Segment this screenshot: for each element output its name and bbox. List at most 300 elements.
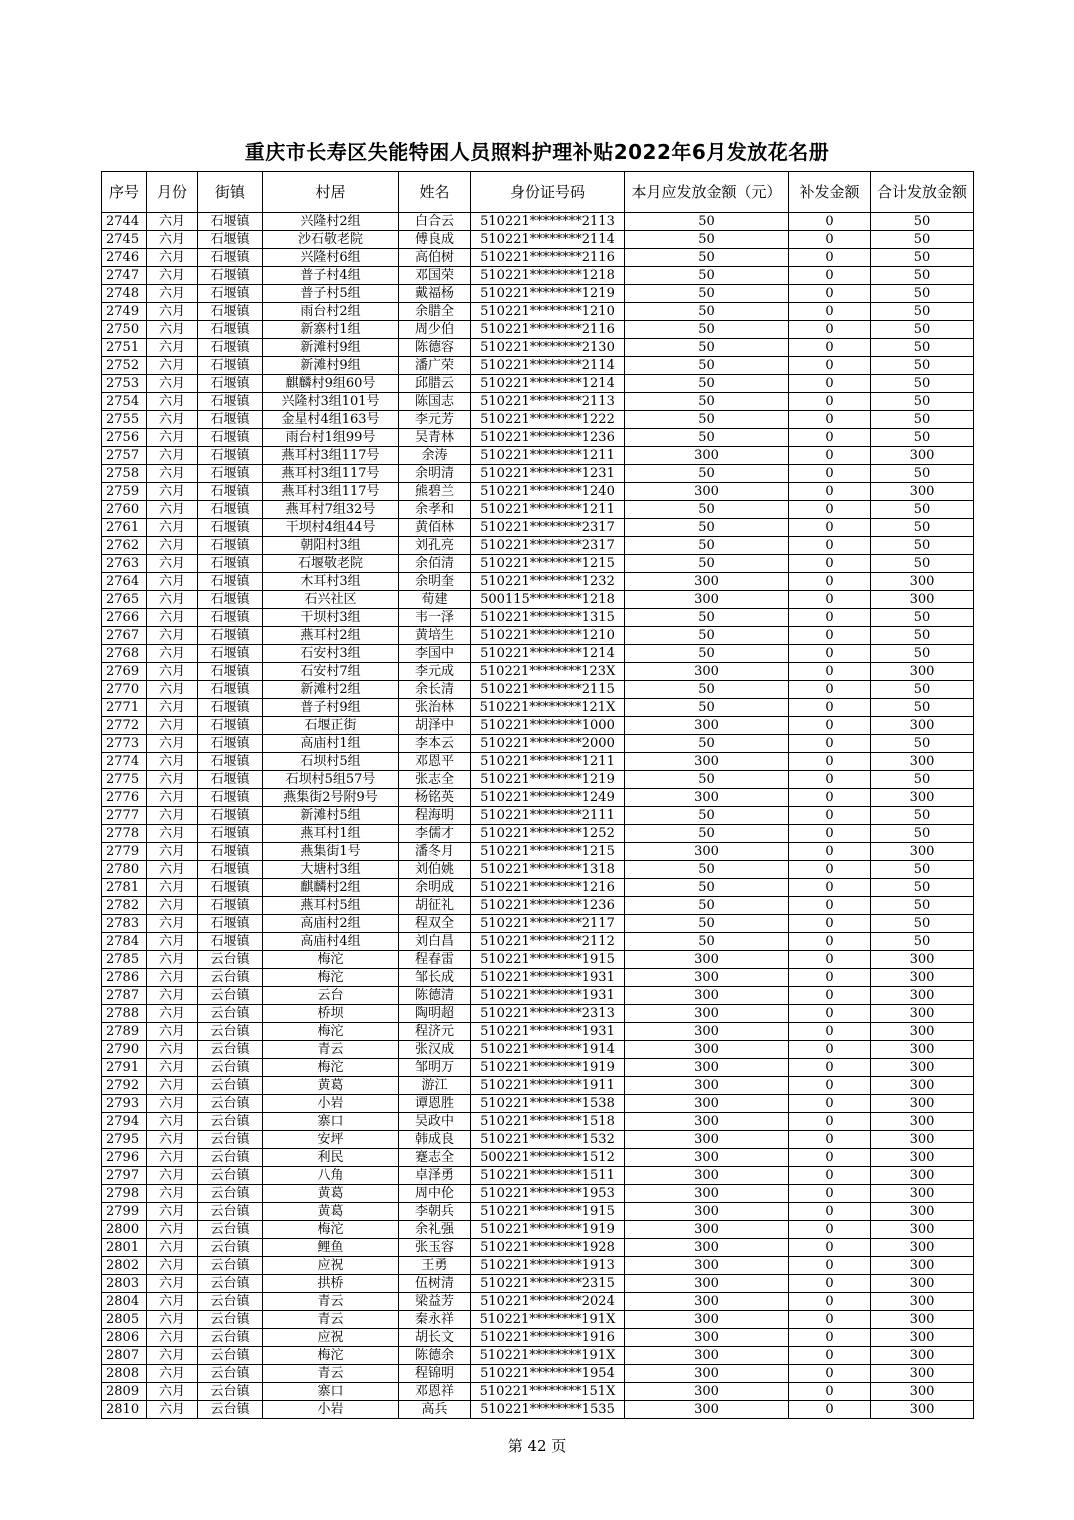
month-cell: 六月 bbox=[147, 1239, 198, 1257]
month-cell: 六月 bbox=[147, 249, 198, 267]
total-amount-cell: 300 bbox=[871, 447, 974, 465]
monthly-amount-cell: 300 bbox=[625, 1131, 789, 1149]
id-number-cell: 510221********2313 bbox=[471, 1005, 625, 1023]
seq-cell: 2808 bbox=[102, 1365, 147, 1383]
table-header-row bbox=[102, 172, 974, 213]
total-amount-cell: 300 bbox=[871, 717, 974, 735]
village-cell: 麒麟村9组60号 bbox=[263, 375, 399, 393]
monthly-amount-cell: 300 bbox=[625, 1347, 789, 1365]
village-cell: 利民 bbox=[263, 1149, 399, 1167]
table-row bbox=[102, 573, 974, 591]
seq-cell: 2744 bbox=[102, 213, 147, 231]
table-row bbox=[102, 969, 974, 987]
id-number-cell: 510221********2116 bbox=[471, 321, 625, 339]
seq-cell: 2774 bbox=[102, 753, 147, 771]
id-number-cell: 510221********123X bbox=[471, 663, 625, 681]
monthly-amount-cell: 50 bbox=[625, 411, 789, 429]
month-cell: 六月 bbox=[147, 843, 198, 861]
seq-cell: 2799 bbox=[102, 1203, 147, 1221]
name-cell: 傅良成 bbox=[399, 231, 471, 249]
monthly-amount-cell: 50 bbox=[625, 213, 789, 231]
month-cell: 六月 bbox=[147, 717, 198, 735]
village-cell: 燕耳村2组 bbox=[263, 627, 399, 645]
name-cell: 熊碧兰 bbox=[399, 483, 471, 501]
monthly-amount-cell: 300 bbox=[625, 483, 789, 501]
name-cell: 杨铭英 bbox=[399, 789, 471, 807]
monthly-amount-cell: 50 bbox=[625, 735, 789, 753]
back-pay-cell: 0 bbox=[789, 1167, 871, 1185]
id-number-cell: 510221********1214 bbox=[471, 645, 625, 663]
village-cell: 梅沱 bbox=[263, 1347, 399, 1365]
village-cell: 燕耳村5组 bbox=[263, 897, 399, 915]
back-pay-cell: 0 bbox=[789, 519, 871, 537]
monthly-amount-cell: 300 bbox=[625, 1401, 789, 1419]
town-cell: 云台镇 bbox=[198, 1329, 263, 1347]
table-row bbox=[102, 1077, 974, 1095]
total-amount-cell: 300 bbox=[871, 1311, 974, 1329]
name-cell: 余长清 bbox=[399, 681, 471, 699]
total-amount-cell: 300 bbox=[871, 1185, 974, 1203]
seq-cell: 2796 bbox=[102, 1149, 147, 1167]
total-amount-cell: 50 bbox=[871, 231, 974, 249]
town-cell: 石堰镇 bbox=[198, 249, 263, 267]
page-number: 第 42 页 bbox=[507, 1437, 567, 1455]
monthly-amount-cell: 300 bbox=[625, 663, 789, 681]
table-row bbox=[102, 1275, 974, 1293]
id-number-cell: 510221********1914 bbox=[471, 1041, 625, 1059]
monthly-amount-cell: 300 bbox=[625, 1041, 789, 1059]
town-cell: 云台镇 bbox=[198, 1149, 263, 1167]
seq-cell: 2764 bbox=[102, 573, 147, 591]
table-row bbox=[102, 915, 974, 933]
column-header-id-number: 身份证号码 bbox=[471, 172, 625, 213]
monthly-amount-cell: 50 bbox=[625, 357, 789, 375]
roster-table bbox=[101, 171, 974, 1419]
table-row bbox=[102, 627, 974, 645]
month-cell: 六月 bbox=[147, 429, 198, 447]
id-number-cell: 510221********1916 bbox=[471, 1329, 625, 1347]
month-cell: 六月 bbox=[147, 915, 198, 933]
month-cell: 六月 bbox=[147, 663, 198, 681]
total-amount-cell: 300 bbox=[871, 1401, 974, 1419]
table-row bbox=[102, 717, 974, 735]
name-cell: 李朝兵 bbox=[399, 1203, 471, 1221]
table-row bbox=[102, 1347, 974, 1365]
table-row bbox=[102, 357, 974, 375]
back-pay-cell: 0 bbox=[789, 717, 871, 735]
village-cell: 朝阳村3组 bbox=[263, 537, 399, 555]
village-cell: 安坪 bbox=[263, 1131, 399, 1149]
back-pay-cell: 0 bbox=[789, 537, 871, 555]
town-cell: 云台镇 bbox=[198, 987, 263, 1005]
total-amount-cell: 50 bbox=[871, 321, 974, 339]
id-number-cell: 510221********1318 bbox=[471, 861, 625, 879]
back-pay-cell: 0 bbox=[789, 933, 871, 951]
seq-cell: 2769 bbox=[102, 663, 147, 681]
id-number-cell: 510221********2115 bbox=[471, 681, 625, 699]
town-cell: 石堰镇 bbox=[198, 411, 263, 429]
total-amount-cell: 300 bbox=[871, 1239, 974, 1257]
total-amount-cell: 50 bbox=[871, 285, 974, 303]
month-cell: 六月 bbox=[147, 1383, 198, 1401]
column-header-seq: 序号 bbox=[102, 172, 147, 213]
back-pay-cell: 0 bbox=[789, 1023, 871, 1041]
seq-cell: 2792 bbox=[102, 1077, 147, 1095]
name-cell: 白合云 bbox=[399, 213, 471, 231]
village-cell: 燕耳村1组 bbox=[263, 825, 399, 843]
total-amount-cell: 300 bbox=[871, 1005, 974, 1023]
back-pay-cell: 0 bbox=[789, 339, 871, 357]
back-pay-cell: 0 bbox=[789, 1347, 871, 1365]
village-cell: 兴隆村6组 bbox=[263, 249, 399, 267]
village-cell: 高庙村2组 bbox=[263, 915, 399, 933]
seq-cell: 2775 bbox=[102, 771, 147, 789]
table-row bbox=[102, 1383, 974, 1401]
back-pay-cell: 0 bbox=[789, 411, 871, 429]
id-number-cell: 510221********2024 bbox=[471, 1293, 625, 1311]
name-cell: 陈德容 bbox=[399, 339, 471, 357]
total-amount-cell: 50 bbox=[871, 627, 974, 645]
back-pay-cell: 0 bbox=[789, 213, 871, 231]
table-row bbox=[102, 249, 974, 267]
table-row bbox=[102, 1005, 974, 1023]
id-number-cell: 510221********1518 bbox=[471, 1113, 625, 1131]
column-header-month: 月份 bbox=[147, 172, 198, 213]
monthly-amount-cell: 50 bbox=[625, 321, 789, 339]
town-cell: 石堰镇 bbox=[198, 339, 263, 357]
total-amount-cell: 300 bbox=[871, 483, 974, 501]
month-cell: 六月 bbox=[147, 357, 198, 375]
total-amount-cell: 300 bbox=[871, 591, 974, 609]
month-cell: 六月 bbox=[147, 1185, 198, 1203]
seq-cell: 2802 bbox=[102, 1257, 147, 1275]
month-cell: 六月 bbox=[147, 735, 198, 753]
name-cell: 张玉容 bbox=[399, 1239, 471, 1257]
id-number-cell: 510221********1219 bbox=[471, 771, 625, 789]
total-amount-cell: 50 bbox=[871, 609, 974, 627]
name-cell: 刘孔亮 bbox=[399, 537, 471, 555]
back-pay-cell: 0 bbox=[789, 573, 871, 591]
village-cell: 石堰正街 bbox=[263, 717, 399, 735]
town-cell: 石堰镇 bbox=[198, 681, 263, 699]
back-pay-cell: 0 bbox=[789, 825, 871, 843]
back-pay-cell: 0 bbox=[789, 1185, 871, 1203]
village-cell: 石坝村5组57号 bbox=[263, 771, 399, 789]
monthly-amount-cell: 50 bbox=[625, 933, 789, 951]
name-cell: 余明奎 bbox=[399, 573, 471, 591]
month-cell: 六月 bbox=[147, 789, 198, 807]
total-amount-cell: 50 bbox=[871, 915, 974, 933]
id-number-cell: 510221********2317 bbox=[471, 519, 625, 537]
total-amount-cell: 50 bbox=[871, 879, 974, 897]
id-number-cell: 510221********2113 bbox=[471, 213, 625, 231]
name-cell: 余佰清 bbox=[399, 555, 471, 573]
id-number-cell: 510221********2315 bbox=[471, 1275, 625, 1293]
village-cell: 普子村5组 bbox=[263, 285, 399, 303]
month-cell: 六月 bbox=[147, 699, 198, 717]
table-row bbox=[102, 645, 974, 663]
table-row bbox=[102, 1311, 974, 1329]
town-cell: 云台镇 bbox=[198, 1311, 263, 1329]
month-cell: 六月 bbox=[147, 951, 198, 969]
seq-cell: 2786 bbox=[102, 969, 147, 987]
back-pay-cell: 0 bbox=[789, 501, 871, 519]
month-cell: 六月 bbox=[147, 573, 198, 591]
back-pay-cell: 0 bbox=[789, 1005, 871, 1023]
back-pay-cell: 0 bbox=[789, 393, 871, 411]
month-cell: 六月 bbox=[147, 1293, 198, 1311]
seq-cell: 2805 bbox=[102, 1311, 147, 1329]
total-amount-cell: 50 bbox=[871, 735, 974, 753]
name-cell: 刘伯姚 bbox=[399, 861, 471, 879]
back-pay-cell: 0 bbox=[789, 1401, 871, 1419]
id-number-cell: 510221********1931 bbox=[471, 987, 625, 1005]
back-pay-cell: 0 bbox=[789, 807, 871, 825]
town-cell: 云台镇 bbox=[198, 1293, 263, 1311]
table-row bbox=[102, 1023, 974, 1041]
name-cell: 邹明万 bbox=[399, 1059, 471, 1077]
total-amount-cell: 300 bbox=[871, 987, 974, 1005]
seq-cell: 2800 bbox=[102, 1221, 147, 1239]
village-cell: 寨口 bbox=[263, 1383, 399, 1401]
total-amount-cell: 300 bbox=[871, 1077, 974, 1095]
monthly-amount-cell: 300 bbox=[625, 1221, 789, 1239]
back-pay-cell: 0 bbox=[789, 1203, 871, 1221]
month-cell: 六月 bbox=[147, 681, 198, 699]
town-cell: 石堰镇 bbox=[198, 753, 263, 771]
seq-cell: 2759 bbox=[102, 483, 147, 501]
seq-cell: 2780 bbox=[102, 861, 147, 879]
monthly-amount-cell: 50 bbox=[625, 393, 789, 411]
month-cell: 六月 bbox=[147, 1365, 198, 1383]
seq-cell: 2766 bbox=[102, 609, 147, 627]
total-amount-cell: 300 bbox=[871, 1059, 974, 1077]
monthly-amount-cell: 50 bbox=[625, 699, 789, 717]
name-cell: 卓泽勇 bbox=[399, 1167, 471, 1185]
id-number-cell: 510221********1931 bbox=[471, 969, 625, 987]
name-cell: 伍树清 bbox=[399, 1275, 471, 1293]
total-amount-cell: 300 bbox=[871, 663, 974, 681]
seq-cell: 2788 bbox=[102, 1005, 147, 1023]
month-cell: 六月 bbox=[147, 1203, 198, 1221]
month-cell: 六月 bbox=[147, 897, 198, 915]
town-cell: 石堰镇 bbox=[198, 555, 263, 573]
back-pay-cell: 0 bbox=[789, 555, 871, 573]
monthly-amount-cell: 50 bbox=[625, 825, 789, 843]
back-pay-cell: 0 bbox=[789, 1329, 871, 1347]
name-cell: 潘冬月 bbox=[399, 843, 471, 861]
back-pay-cell: 0 bbox=[789, 429, 871, 447]
back-pay-cell: 0 bbox=[789, 483, 871, 501]
monthly-amount-cell: 50 bbox=[625, 807, 789, 825]
month-cell: 六月 bbox=[147, 627, 198, 645]
seq-cell: 2779 bbox=[102, 843, 147, 861]
village-cell: 八角 bbox=[263, 1167, 399, 1185]
total-amount-cell: 50 bbox=[871, 537, 974, 555]
table-row bbox=[102, 1239, 974, 1257]
name-cell: 程海明 bbox=[399, 807, 471, 825]
back-pay-cell: 0 bbox=[789, 987, 871, 1005]
back-pay-cell: 0 bbox=[789, 843, 871, 861]
monthly-amount-cell: 50 bbox=[625, 861, 789, 879]
month-cell: 六月 bbox=[147, 807, 198, 825]
monthly-amount-cell: 50 bbox=[625, 627, 789, 645]
town-cell: 云台镇 bbox=[198, 1023, 263, 1041]
town-cell: 石堰镇 bbox=[198, 375, 263, 393]
seq-cell: 2782 bbox=[102, 897, 147, 915]
document-title: 重庆市长寿区失能特困人员照料护理补贴2022年6月发放花名册 bbox=[244, 140, 830, 164]
total-amount-cell: 300 bbox=[871, 573, 974, 591]
seq-cell: 2760 bbox=[102, 501, 147, 519]
town-cell: 云台镇 bbox=[198, 969, 263, 987]
column-header-village: 村居 bbox=[263, 172, 399, 213]
monthly-amount-cell: 300 bbox=[625, 1005, 789, 1023]
month-cell: 六月 bbox=[147, 1131, 198, 1149]
month-cell: 六月 bbox=[147, 411, 198, 429]
village-cell: 石安村7组 bbox=[263, 663, 399, 681]
column-header-total-amount: 合计发放金额 bbox=[871, 172, 974, 213]
monthly-amount-cell: 300 bbox=[625, 753, 789, 771]
total-amount-cell: 300 bbox=[871, 1347, 974, 1365]
town-cell: 石堰镇 bbox=[198, 591, 263, 609]
seq-cell: 2809 bbox=[102, 1383, 147, 1401]
month-cell: 六月 bbox=[147, 285, 198, 303]
id-number-cell: 510221********1915 bbox=[471, 1203, 625, 1221]
id-number-cell: 510221********1535 bbox=[471, 1401, 625, 1419]
id-number-cell: 510221********1000 bbox=[471, 717, 625, 735]
table-row bbox=[102, 861, 974, 879]
monthly-amount-cell: 50 bbox=[625, 897, 789, 915]
seq-cell: 2748 bbox=[102, 285, 147, 303]
town-cell: 石堰镇 bbox=[198, 465, 263, 483]
village-cell: 燕耳村3组117号 bbox=[263, 447, 399, 465]
month-cell: 六月 bbox=[147, 447, 198, 465]
monthly-amount-cell: 300 bbox=[625, 1185, 789, 1203]
seq-cell: 2777 bbox=[102, 807, 147, 825]
table-row bbox=[102, 465, 974, 483]
back-pay-cell: 0 bbox=[789, 699, 871, 717]
month-cell: 六月 bbox=[147, 1149, 198, 1167]
seq-cell: 2762 bbox=[102, 537, 147, 555]
name-cell: 程双全 bbox=[399, 915, 471, 933]
total-amount-cell: 300 bbox=[871, 1095, 974, 1113]
back-pay-cell: 0 bbox=[789, 1311, 871, 1329]
village-cell: 新滩村5组 bbox=[263, 807, 399, 825]
table-row bbox=[102, 1095, 974, 1113]
name-cell: 李元成 bbox=[399, 663, 471, 681]
back-pay-cell: 0 bbox=[789, 609, 871, 627]
town-cell: 石堰镇 bbox=[198, 699, 263, 717]
table-row bbox=[102, 339, 974, 357]
town-cell: 云台镇 bbox=[198, 1203, 263, 1221]
name-cell: 黄培生 bbox=[399, 627, 471, 645]
back-pay-cell: 0 bbox=[789, 753, 871, 771]
month-cell: 六月 bbox=[147, 1167, 198, 1185]
seq-cell: 2745 bbox=[102, 231, 147, 249]
village-cell: 燕耳村7组32号 bbox=[263, 501, 399, 519]
village-cell: 麒麟村2组 bbox=[263, 879, 399, 897]
seq-cell: 2770 bbox=[102, 681, 147, 699]
month-cell: 六月 bbox=[147, 1221, 198, 1239]
seq-cell: 2771 bbox=[102, 699, 147, 717]
month-cell: 六月 bbox=[147, 987, 198, 1005]
total-amount-cell: 300 bbox=[871, 1203, 974, 1221]
village-cell: 燕耳村3组117号 bbox=[263, 465, 399, 483]
seq-cell: 2749 bbox=[102, 303, 147, 321]
monthly-amount-cell: 50 bbox=[625, 375, 789, 393]
table-row bbox=[102, 1329, 974, 1347]
table-row bbox=[102, 789, 974, 807]
month-cell: 六月 bbox=[147, 501, 198, 519]
village-cell: 高庙村1组 bbox=[263, 735, 399, 753]
village-cell: 雨台村2组 bbox=[263, 303, 399, 321]
table-row bbox=[102, 897, 974, 915]
id-number-cell: 510221********2116 bbox=[471, 249, 625, 267]
village-cell: 干坝村4组44号 bbox=[263, 519, 399, 537]
town-cell: 石堰镇 bbox=[198, 915, 263, 933]
name-cell: 陈德清 bbox=[399, 987, 471, 1005]
back-pay-cell: 0 bbox=[789, 249, 871, 267]
month-cell: 六月 bbox=[147, 303, 198, 321]
id-number-cell: 510221********1240 bbox=[471, 483, 625, 501]
name-cell: 吴青林 bbox=[399, 429, 471, 447]
back-pay-cell: 0 bbox=[789, 969, 871, 987]
table-row bbox=[102, 1365, 974, 1383]
month-cell: 六月 bbox=[147, 1311, 198, 1329]
village-cell: 小岩 bbox=[263, 1095, 399, 1113]
name-cell: 邓恩平 bbox=[399, 753, 471, 771]
total-amount-cell: 50 bbox=[871, 807, 974, 825]
total-amount-cell: 50 bbox=[871, 681, 974, 699]
name-cell: 梁益芳 bbox=[399, 1293, 471, 1311]
town-cell: 云台镇 bbox=[198, 1347, 263, 1365]
seq-cell: 2785 bbox=[102, 951, 147, 969]
village-cell: 燕耳村3组117号 bbox=[263, 483, 399, 501]
table-row bbox=[102, 1401, 974, 1419]
village-cell: 拱桥 bbox=[263, 1275, 399, 1293]
table-row bbox=[102, 825, 974, 843]
name-cell: 余明清 bbox=[399, 465, 471, 483]
column-header-town: 街镇 bbox=[198, 172, 263, 213]
back-pay-cell: 0 bbox=[789, 1131, 871, 1149]
name-cell: 高兵 bbox=[399, 1401, 471, 1419]
id-number-cell: 510221********1252 bbox=[471, 825, 625, 843]
seq-cell: 2767 bbox=[102, 627, 147, 645]
village-cell: 梅沱 bbox=[263, 969, 399, 987]
month-cell: 六月 bbox=[147, 483, 198, 501]
back-pay-cell: 0 bbox=[789, 375, 871, 393]
village-cell: 石坝村5组 bbox=[263, 753, 399, 771]
column-header-back-pay: 补发金额 bbox=[789, 172, 871, 213]
village-cell: 黄葛 bbox=[263, 1203, 399, 1221]
village-cell: 梅沱 bbox=[263, 951, 399, 969]
town-cell: 石堰镇 bbox=[198, 843, 263, 861]
town-cell: 石堰镇 bbox=[198, 303, 263, 321]
back-pay-cell: 0 bbox=[789, 1257, 871, 1275]
monthly-amount-cell: 50 bbox=[625, 429, 789, 447]
total-amount-cell: 50 bbox=[871, 933, 974, 951]
id-number-cell: 510221********2000 bbox=[471, 735, 625, 753]
id-number-cell: 510221********1919 bbox=[471, 1059, 625, 1077]
id-number-cell: 510221********1232 bbox=[471, 573, 625, 591]
village-cell: 高庙村4组 bbox=[263, 933, 399, 951]
town-cell: 云台镇 bbox=[198, 1275, 263, 1293]
total-amount-cell: 50 bbox=[871, 897, 974, 915]
total-amount-cell: 300 bbox=[871, 789, 974, 807]
monthly-amount-cell: 300 bbox=[625, 1293, 789, 1311]
village-cell: 应祝 bbox=[263, 1257, 399, 1275]
seq-cell: 2804 bbox=[102, 1293, 147, 1311]
